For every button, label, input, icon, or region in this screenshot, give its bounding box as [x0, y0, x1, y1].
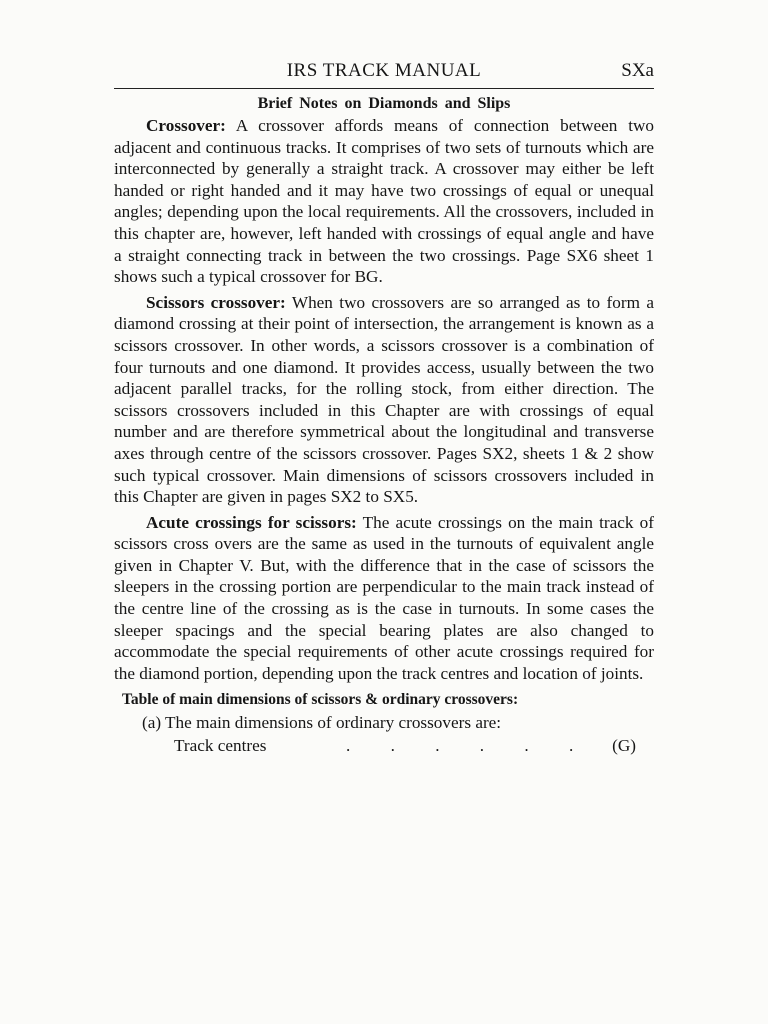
- running-header: [114, 58, 654, 89]
- list-item-a: (a) The main dimensions of ordinary crossovers are:: [142, 713, 502, 733]
- manual-title: IRS TRACK MANUAL: [286, 60, 482, 81]
- paragraph-crossover: [114, 115, 654, 288]
- paragraph-acute-crossings: [114, 512, 654, 685]
- dimension-label: Track centres: [174, 736, 267, 756]
- page-code: SXa: [621, 60, 654, 81]
- paragraph-text: The acute crossings on the main track of scissors cross overs are the same as used in the turnouts of equivalent angle given in Chapter V. But, with the difference that in the case of scissors the sleepers in the crossing portion are perpendicular to the main track instead of the centre line of the crossing as is the case in turnouts. In some cases the sleeper spacings and the special bearing plates are also changed to accommodate the special requirements of other acute crossings required for the diamond portion, depending upon the track centres and location of joints.: [114, 512, 654, 683]
- dimension-value: (G): [612, 736, 636, 756]
- dimension-row: [174, 734, 654, 758]
- paragraph-lead: Scissors crossover:: [146, 292, 286, 312]
- table-heading: Table of main dimensions of scissors & ordinary crossovers:: [122, 691, 519, 709]
- paragraph-text: A crossover affords means of connection between two adjacent and continuous tracks. It comprises of two sets of turnouts which are interconnected by generally a straight track. A crossover may either be left handed or right handed and it may have two crossings of equal or unequal angles; depending upon the local requirements. All the crossovers, included in this chapter are, however, left handed with crossings of equal angle and have a straight connecting track in between the two crossings. Page SX6 sheet 1 shows such a typical crossover for BG.: [114, 116, 654, 287]
- paragraph-text: When two crossovers are so arranged as to form a diamond crossing at their point of intersection, the arrangement is known as a scissors crossover. In other words, a scissors crossover is a combination of four turnouts and one diamond. It provides access, usually between the two adjacent parallel tracks, for the rolling stock, from either direction. The scissors crossovers included in this Chapter are with crossings of equal number and are therefore symmetrical about the longitudinal and transverse axes through centre of the scissors crossover. Pages SX2, sheets 1 & 2 show such typical crossover. Main dimensions of scissors crossovers included in this Chapter are given in pages SX2 to SX5.: [114, 292, 654, 507]
- page-content: [114, 58, 654, 758]
- section-title: Brief Notes on Diamonds and Slips: [257, 95, 511, 112]
- paragraph-lead: Acute crossings for scissors:: [146, 512, 357, 532]
- leader-dots: . . . . . .: [346, 736, 582, 756]
- paragraph-scissors-crossover: [114, 292, 654, 508]
- paragraph-lead: Crossover:: [146, 116, 226, 135]
